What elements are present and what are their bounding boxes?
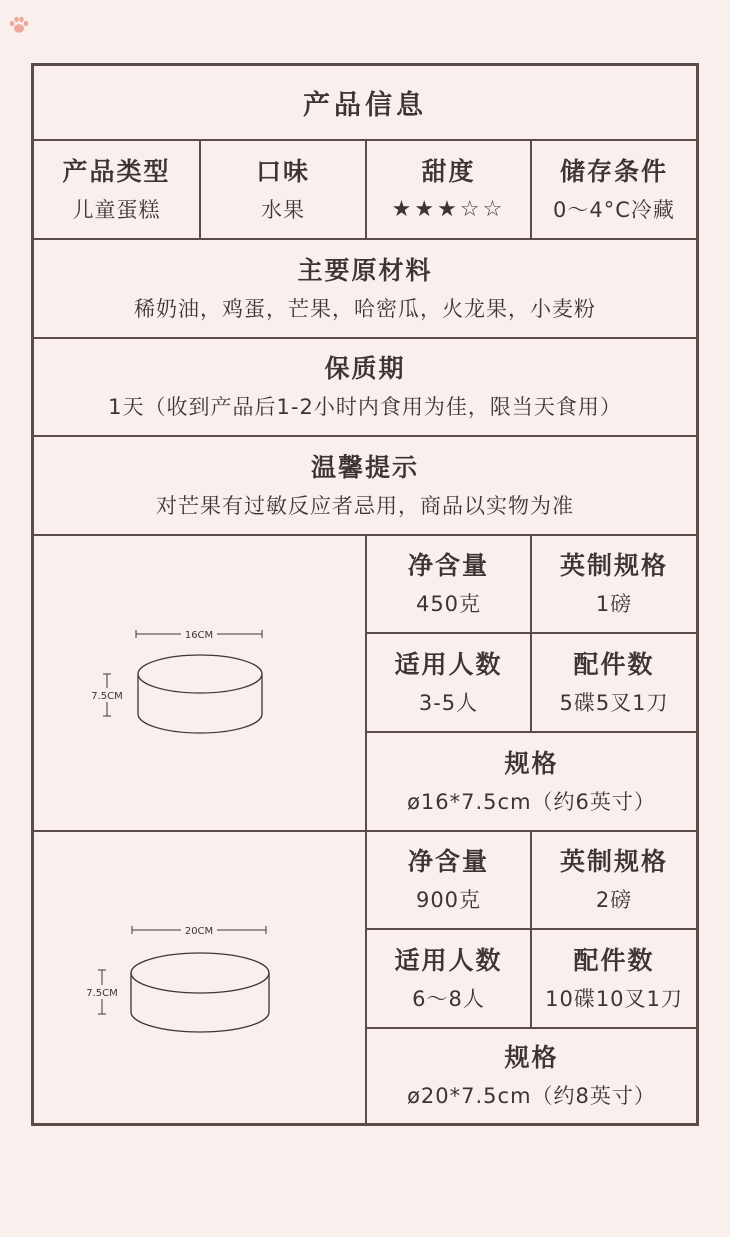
net-weight-label: 净含量 bbox=[407, 551, 489, 580]
accessories-value: 5碟5叉1刀 bbox=[559, 690, 669, 715]
size2-net-cell bbox=[367, 832, 530, 928]
diameter-label: 20CM bbox=[184, 926, 214, 937]
accessories-label: 配件数 bbox=[573, 649, 655, 679]
ingredients-label: 主要原材料 bbox=[297, 255, 433, 285]
product-type-value: 儿童蛋糕 bbox=[72, 197, 161, 222]
paw-icon bbox=[8, 14, 30, 36]
servings-label: 适用人数 bbox=[394, 649, 503, 679]
size2-spec-cell bbox=[367, 1029, 696, 1123]
sweetness-cell bbox=[367, 141, 530, 238]
size1-people-cell bbox=[367, 634, 530, 731]
spec-value: ø20*7.5cm（约8英寸） bbox=[407, 1084, 656, 1108]
servings-value: 3-5人 bbox=[418, 690, 479, 715]
storage-value: 0～4°C冷藏 bbox=[553, 197, 675, 222]
tips-value: 对芒果有过敏反应者忌用，商品以实物为准 bbox=[156, 493, 574, 518]
cake-size-diagram-16cm bbox=[74, 606, 324, 766]
star-empty-icon: ☆ bbox=[482, 196, 506, 222]
net-weight-value: 450克 bbox=[415, 592, 482, 616]
product-type-label: 产品类型 bbox=[62, 156, 171, 186]
flavor-cell bbox=[201, 141, 365, 238]
servings-label: 适用人数 bbox=[394, 945, 503, 975]
size2-accessory-cell bbox=[532, 930, 696, 1027]
accessories-label: 配件数 bbox=[573, 945, 655, 975]
diameter-label: 16CM bbox=[184, 630, 214, 641]
sweetness-label: 甜度 bbox=[421, 156, 476, 186]
star-empty-icon: ☆ bbox=[459, 196, 483, 222]
height-label: 7.5CM bbox=[91, 691, 123, 702]
product-info-table bbox=[31, 63, 699, 1126]
accessories-value: 10碟10叉1刀 bbox=[545, 986, 683, 1011]
shelf-life-value: 1天（收到产品后1-2小时内食用为佳，限当天食用） bbox=[108, 395, 622, 419]
height-label: 7.5CM bbox=[86, 988, 118, 999]
spec-value: ø16*7.5cm（约6英寸） bbox=[407, 789, 656, 814]
shelf-life-cell bbox=[34, 339, 696, 435]
spec-label: 规格 bbox=[504, 1043, 559, 1072]
spec-label: 规格 bbox=[504, 748, 559, 778]
ingredients-cell bbox=[34, 240, 696, 337]
imperial-spec-label: 英制规格 bbox=[559, 847, 668, 876]
page-title: 产品信息 bbox=[303, 90, 427, 121]
net-weight-label: 净含量 bbox=[407, 847, 489, 876]
size1-spec-cell bbox=[367, 733, 696, 830]
size1-imperial-cell bbox=[532, 536, 696, 632]
imperial-spec-label: 英制规格 bbox=[559, 551, 668, 580]
size2-people-cell bbox=[367, 930, 530, 1027]
size1-net-cell bbox=[367, 536, 530, 632]
imperial-spec-value: 2磅 bbox=[595, 888, 633, 912]
star-filled-icon: ★ bbox=[391, 196, 415, 222]
star-filled-icon: ★ bbox=[437, 196, 460, 222]
storage-cell bbox=[532, 141, 696, 238]
tips-label: 温馨提示 bbox=[310, 452, 419, 482]
star-filled-icon: ★ bbox=[414, 196, 438, 222]
servings-value: 6～8人 bbox=[412, 986, 485, 1011]
ingredients-value: 稀奶油，鸡蛋，芒果，哈密瓜，火龙果，小麦粉 bbox=[134, 296, 596, 321]
shelf-life-label: 保质期 bbox=[324, 354, 406, 383]
imperial-spec-value: 1磅 bbox=[595, 592, 633, 616]
cake-size-diagram-20cm bbox=[64, 906, 324, 1076]
net-weight-value: 900克 bbox=[415, 888, 482, 912]
size2-imperial-cell bbox=[532, 832, 696, 928]
size1-accessory-cell bbox=[532, 634, 696, 731]
flavor-value: 水果 bbox=[261, 197, 305, 222]
sweetness-rating bbox=[392, 195, 506, 225]
tips-cell bbox=[34, 437, 696, 534]
storage-label: 储存条件 bbox=[559, 156, 668, 186]
flavor-label: 口味 bbox=[255, 156, 310, 186]
product-type-cell bbox=[34, 141, 199, 238]
